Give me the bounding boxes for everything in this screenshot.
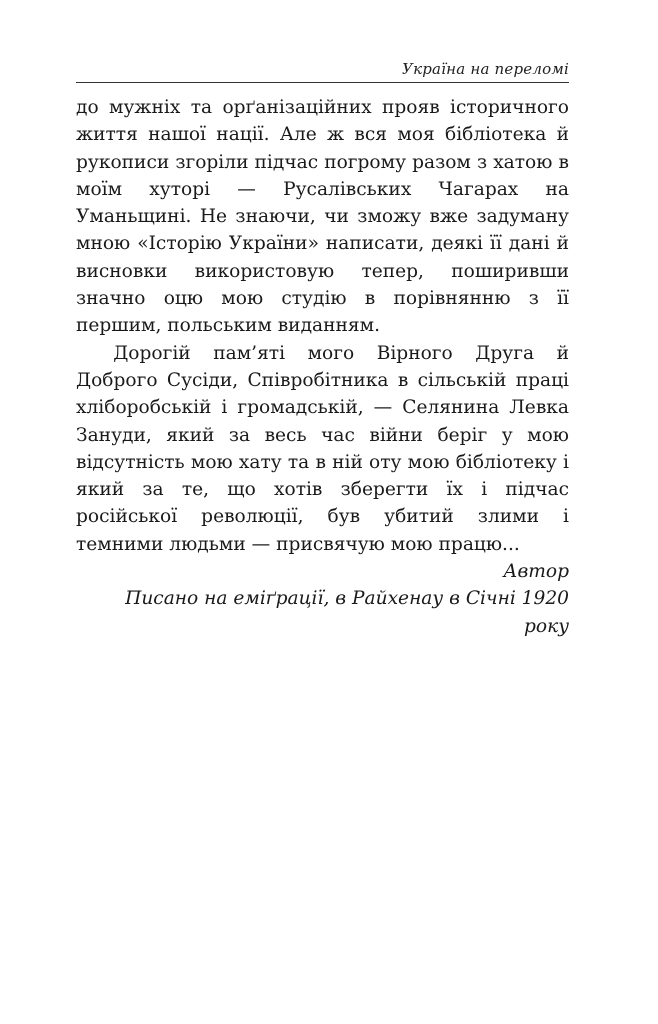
- place-and-date: Писано на еміґрації, в Райхенау в Січні 1920 року: [125, 588, 569, 637]
- paragraph-dedication: Дорогій пам’яті мого Вірного Друга й Доброго Сусіди, Співробітника в сільській праці хліборобській і громадській, — Селянина Левка Зануди, який за весь час війни беріг у мою відсутність мою хату та в ній оту мою бібліотеку і який за те, що хотів зберегти їх і підчас російської революції, був убитий злими і темними людьми — присвячую мою працю...: [76, 342, 569, 555]
- paragraph-continuation: до мужніх та орґанізаційних прояв історичного життя нашої нації. Але ж вся моя бібліотека й рукописи згоріли підчас погрому разом з хатою в моїм хуторі — Русалівських Чагарах на Уманьщині. Не знаючи, чи зможу вже задуману мною «Історію України» написати, деякі її дані й висновки використовую тепер, поширивши значно оцю мою студію в порівнянню з її першим, польським виданням.: [76, 97, 569, 337]
- running-header-title: Україна на переломі: [402, 60, 569, 78]
- book-page: [76, 0, 569, 1024]
- header-rule: [76, 82, 569, 83]
- main-text: [76, 94, 569, 640]
- author-signature: Автор: [503, 561, 569, 583]
